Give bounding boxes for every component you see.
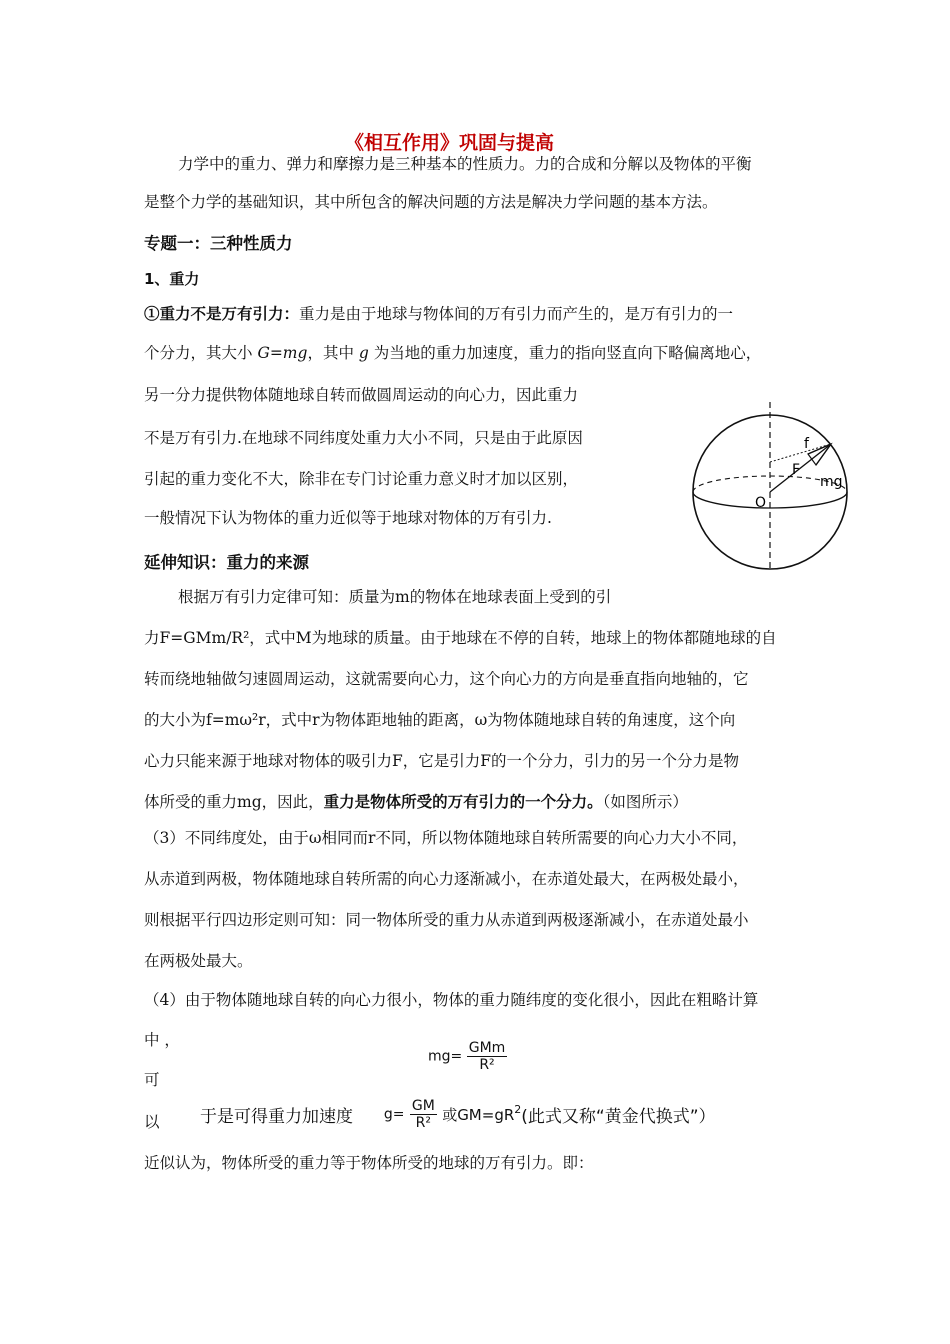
label-f: f	[804, 436, 809, 452]
section-heading-gravity: 1、重力	[144, 270, 200, 288]
extension-heading: 延伸知识：重力的来源	[144, 553, 309, 572]
eq2-prefix: 于是可得重力加速度	[200, 1107, 353, 1127]
p2-l6-part-b: （如图所示）	[602, 793, 688, 811]
eq2-numerator: GM	[411, 1098, 435, 1114]
topic-heading: 专题一：三种性质力	[144, 234, 293, 253]
p4-line-5: 近似认为，物体所受的重力等于物体所受的地球的万有引力。即：	[144, 1154, 594, 1172]
p1-line-1-rest: 重力是由于地球与物体间的万有引力而产生的，是万有引力的一	[299, 305, 734, 323]
page-title: 《相互作用》巩固与提高	[345, 132, 555, 154]
p1-bold-lead: ①重力不是万有引力：	[144, 304, 300, 323]
eq2-exponent: 2	[514, 1102, 522, 1116]
p1-line-5: 引起的重力变化不大，除非在专门讨论重力意义时才加以区别，	[144, 470, 579, 488]
eq2-denominator: R²	[415, 1115, 431, 1131]
p1-l2-part-c: 为当地的重力加速度，重力的指向竖直向下略偏离地心，	[368, 344, 762, 362]
p2-line-6	[144, 792, 688, 812]
p1-symbol-g: g	[358, 344, 369, 362]
label-F: F	[792, 462, 801, 478]
p3-line-3: 则根据平行四边形定则可知：同一物体所受的重力从赤道到两极逐渐减小，在赤道处最小	[144, 911, 749, 929]
p1-line-1	[144, 304, 733, 324]
intro-line-1: 力学中的重力、弹力和摩擦力是三种基本的性质力。力的合成和分解以及物体的平衡	[178, 155, 752, 173]
p1-line-3: 另一分力提供物体随地球自转而做圆周运动的向心力，因此重力	[144, 386, 579, 404]
earth-force-diagram	[688, 402, 856, 572]
label-O: O	[755, 495, 767, 511]
p2-line-4: 的大小为f=mω²r，式中r为物体距地轴的距离，ω为物体随地球自转的角速度，这个向	[144, 711, 736, 729]
p4-line-1: （4）由于物体随地球自转的向心力很小，物体的重力随纬度的变化很小，因此在粗略计算	[144, 991, 759, 1009]
eq1-lhs: mg=	[428, 1048, 463, 1065]
p1-line-2	[144, 343, 761, 363]
p2-line-5: 心力只能来源于地球对物体的吸引力F，它是引力F的一个分力，引力的另一个分力是物	[144, 752, 740, 770]
p1-line-4: 不是万有引力.在地球不同纬度处重力大小不同，只是由于此原因	[144, 429, 583, 447]
p1-line-6: 一般情况下认为物体的重力近似等于地球对物体的万有引力.	[144, 509, 552, 527]
eq1-numerator: GMm	[468, 1040, 506, 1056]
p3-line-1: （3）不同纬度处，由于ω相同而r不同，所以物体随地球自转所需要的向心力大小不同，	[144, 829, 748, 847]
p4-line-2: 中 ，	[144, 1031, 180, 1049]
eq2-suffix: (此式又称“黄金代换式”）	[521, 1107, 716, 1127]
p2-key-statement: 重力是物体所受的万有引力的一个分力。	[323, 792, 603, 811]
eq1-fraction	[467, 1040, 508, 1073]
p1-l2-part-b: ，其中	[307, 344, 359, 362]
p4-line-4: 以	[144, 1113, 160, 1131]
p3-line-4: 在两极处最大。	[144, 952, 253, 970]
equation-mg	[428, 1040, 507, 1073]
eq2-lhs: g=	[383, 1106, 405, 1123]
p1-l2-part-a: 个分力，其大小	[144, 344, 258, 362]
p2-line-3: 转而绕地轴做匀速圆周运动，这就需要向心力，这个向心力的方向是垂直指向地轴的，它	[144, 670, 749, 688]
latitude-radius	[770, 444, 831, 462]
eq2-gm-equals: 或GM=gR	[442, 1106, 515, 1124]
intro-line-2: 是整个力学的基础知识，其中所包含的解决问题的方法是解决力学问题的基本方法。	[144, 193, 718, 211]
eq1-denominator: R²	[479, 1057, 495, 1073]
equation-golden-substitution	[200, 1098, 716, 1131]
p2-line-1: 根据万有引力定律可知：质量为m的物体在地球表面上受到的引	[178, 588, 612, 606]
p2-l6-part-a: 体所受的重力mg，因此，	[144, 793, 324, 811]
label-mg: mg	[820, 474, 843, 490]
p3-line-2: 从赤道到两极，物体随地球自转所需的向心力逐渐减小，在赤道处最大，在两极处最小，	[144, 870, 749, 888]
p1-formula-gmg: G=mg	[257, 344, 308, 362]
eq2-fraction	[410, 1098, 437, 1131]
p2-line-2: 力F=GMm/R²，式中M为地球的质量。由于地球在不停的自转，地球上的物体都随地球的自	[144, 629, 777, 647]
p4-line-3: 可	[144, 1071, 160, 1089]
